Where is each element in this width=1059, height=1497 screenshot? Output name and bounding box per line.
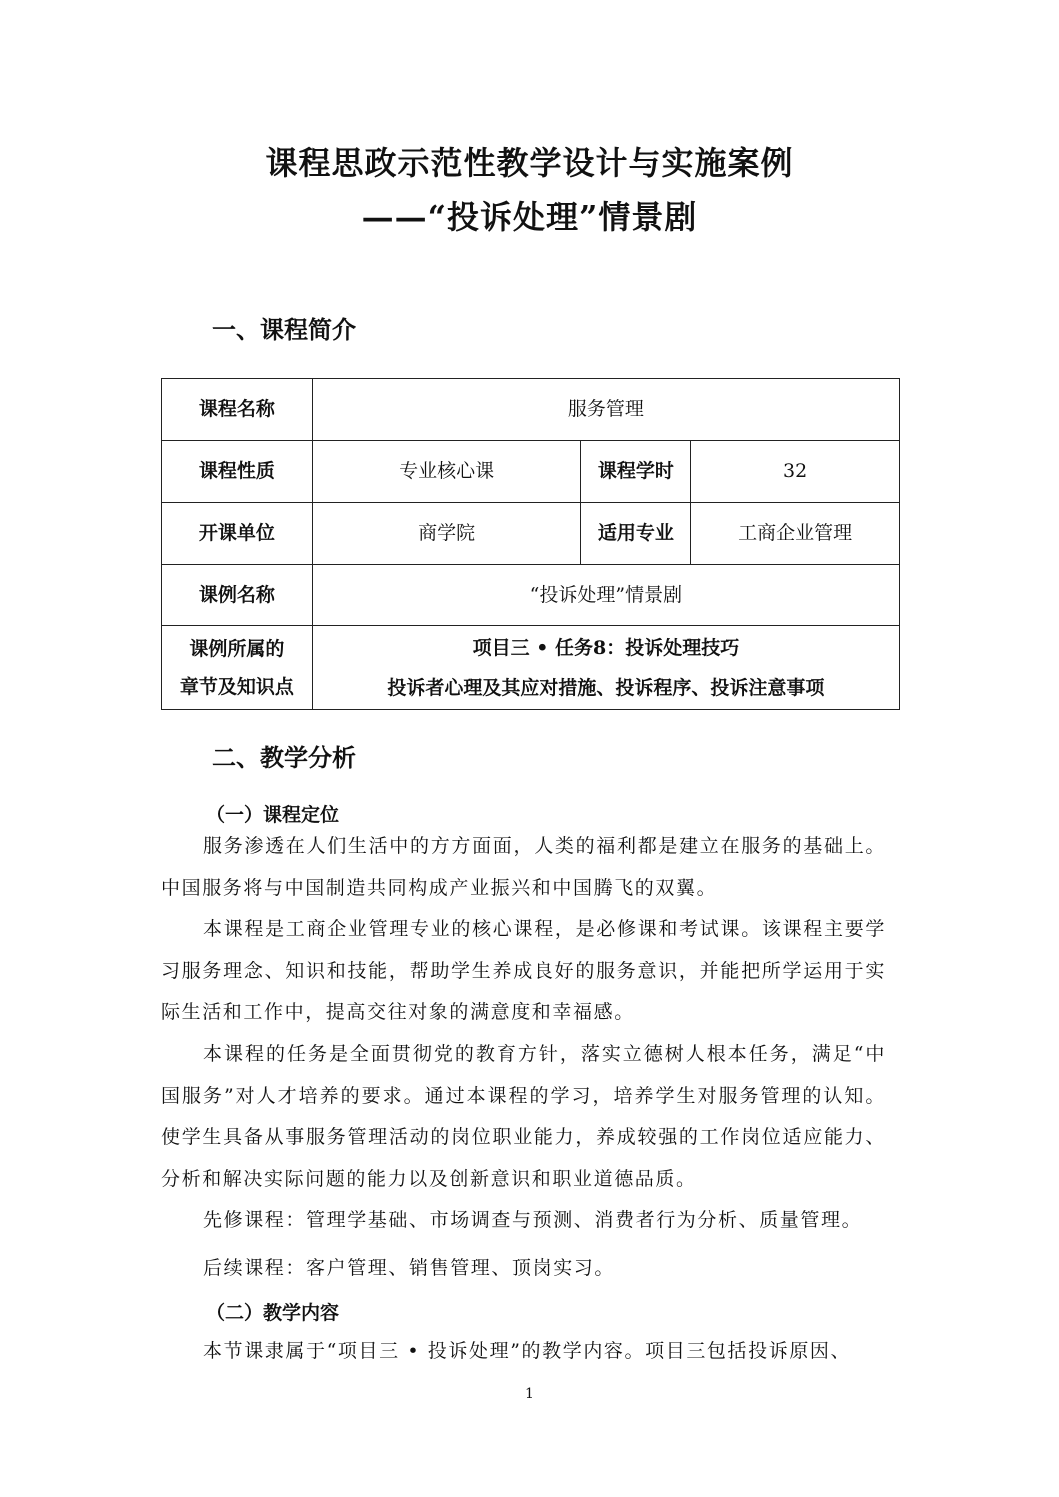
course-nature-value: 专业核心课: [312, 441, 581, 503]
course-nature-label: 课程性质: [162, 441, 313, 503]
subheading-course-positioning: （一）课程定位: [206, 804, 340, 826]
chapter-value-line2: 投诉者心理及其应对措施、投诉程序、投诉注意事项: [387, 676, 825, 699]
document-title-line2: ——“投诉处理”情景剧: [361, 198, 698, 236]
case-name-value: “投诉处理”情景剧: [312, 565, 899, 626]
paragraph-follow-up-courses: 后续课程：客户管理、销售管理、顶岗实习。: [203, 1257, 616, 1279]
section-heading-teaching-analysis: 二、教学分析: [212, 743, 356, 772]
paragraph-service-intro: 服务渗透在人们生活中的方方面面，人类的福利都是建立在服务的基础上。中国服务将与中国制造共同构成产业振兴和中国腾飞的双翼。: [161, 835, 886, 899]
section-heading-course-intro: 一、课程简介: [212, 315, 356, 344]
chapter-label-line2: 章节及知识点: [179, 675, 294, 698]
applicable-major-label: 适用专业: [581, 503, 691, 565]
paragraph-teaching-content: 本节课隶属于“项目三 • 投诉处理”的教学内容。项目三包括投诉原因、: [203, 1340, 852, 1362]
chapter-knowledge-label: [162, 626, 313, 710]
page-number: 1: [525, 1386, 534, 1402]
course-hours-value: 32: [691, 441, 900, 503]
chapter-knowledge-value: [312, 626, 899, 710]
course-name-value: 服务管理: [312, 379, 899, 441]
table-row: [162, 379, 900, 441]
course-hours-label: 课程学时: [581, 441, 691, 503]
applicable-major-value: 工商企业管理: [691, 503, 900, 565]
course-name-label: 课程名称: [162, 379, 313, 441]
paragraph-prerequisites: 先修课程：管理学基础、市场调查与预测、消费者行为分析、质量管理。: [203, 1209, 863, 1231]
chapter-label-line1: 课例所属的: [189, 637, 285, 660]
offering-unit-value: 商学院: [312, 503, 581, 565]
table-row: [162, 565, 900, 626]
table-row: [162, 441, 900, 503]
subheading-teaching-content: （二）教学内容: [206, 1302, 340, 1324]
paragraph-course-description: 本课程是工商企业管理专业的核心课程，是必修课和考试课。该课程主要学习服务理念、知识和技能，帮助学生养成良好的服务意识，并能把所学运用于实际生活和工作中，提高交往对象的满意度和幸福感。: [161, 918, 886, 1023]
case-name-label: 课例名称: [162, 565, 313, 626]
table-row: [162, 503, 900, 565]
chapter-value-line1: 项目三 • 任务8：投诉处理技巧: [472, 636, 740, 659]
document-title-line1: 课程思政示范性教学设计与实施案例: [265, 144, 794, 182]
course-info-table: [161, 378, 900, 710]
offering-unit-label: 开课单位: [162, 503, 313, 565]
table-row: [162, 626, 900, 710]
paragraph-course-task: 本课程的任务是全面贯彻党的教育方针，落实立德树人根本任务，满足“中国服务”对人才培养的要求。通过本课程的学习，培养学生对服务管理的认知。使学生具备从事服务管理活动的岗位职业能力，养成较强的工作岗位适应能力、分析和解决实际问题的能力以及创新意识和职业道德品质。: [161, 1043, 886, 1190]
